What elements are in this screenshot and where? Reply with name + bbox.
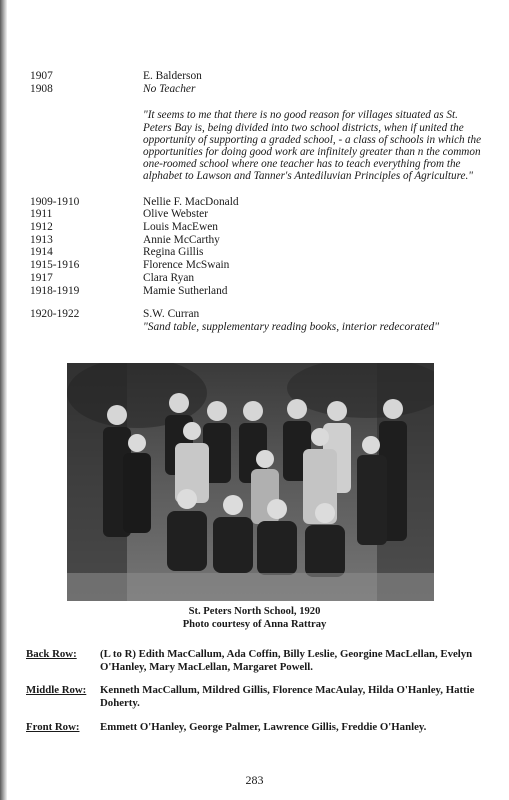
row-label: Middle Row: — [26, 684, 87, 697]
class-photograph-image — [67, 363, 434, 601]
entry-name: Florence McSwain — [143, 259, 230, 272]
entry-year: 1920-1922 — [30, 308, 80, 321]
teacher-entry — [30, 196, 480, 209]
teacher-entry — [30, 234, 480, 247]
entry-year: 1912 — [30, 221, 53, 234]
entry-year: 1914 — [30, 246, 53, 259]
entry-year: 1909-1910 — [30, 195, 80, 208]
caption-title: St. Peters North School, 1920 — [188, 606, 321, 617]
entry-name: Clara Ryan — [143, 271, 195, 284]
entry-name: Mamie Sutherland — [143, 284, 228, 297]
entry-year: 1918-1919 — [30, 284, 80, 297]
row-label: Front Row: — [26, 720, 80, 733]
entry-name: Nellie F. MacDonald — [143, 195, 239, 208]
row-names: Emmett O'Hanley, George Palmer, Lawrence Gillis, Freddie O'Hanley. — [100, 720, 427, 733]
teacher-entry — [30, 246, 480, 259]
entry-name: Annie McCarthy — [143, 233, 220, 246]
photo-caption — [0, 606, 509, 631]
book-spine-shadow — [0, 0, 7, 800]
teacher-entry — [30, 272, 480, 285]
row-label: Back Row: — [26, 648, 77, 660]
entry-year: 1917 — [30, 271, 53, 284]
entry-year: 1915-1916 — [30, 259, 80, 272]
entry-year: 1913 — [30, 233, 53, 246]
page-number: 283 — [245, 773, 264, 787]
photo-identification — [26, 648, 486, 745]
teacher-entry — [30, 83, 480, 96]
entry-name: Olive Webster — [143, 208, 208, 221]
entry-note: "Sand table, supplementary reading books, interior redecorated" — [143, 320, 439, 333]
entry-name: S.W. Curran — [143, 308, 200, 321]
teacher-entry — [30, 221, 480, 234]
teacher-entry — [30, 259, 480, 272]
teacher-entry — [30, 308, 480, 321]
back-row-names — [26, 648, 486, 673]
teacher-entry — [30, 285, 480, 298]
teacher-list — [30, 70, 480, 334]
row-names: Kenneth MacCallum, Mildred Gillis, Florence MacAulay, Hilda O'Hanley, Hattie Doherty. — [100, 684, 475, 710]
entry-name: Louis MacEwen — [143, 221, 218, 234]
teacher-entry-note — [30, 321, 480, 334]
entry-year: 1911 — [30, 208, 53, 221]
class-photograph — [67, 363, 434, 601]
entry-year: 1907 — [30, 70, 53, 82]
teacher-entry — [30, 208, 480, 221]
caption-credit: Photo courtesy of Anna Rattray — [182, 618, 327, 630]
middle-row-names — [26, 684, 486, 709]
entry-year: 1908 — [30, 82, 53, 95]
entry-name: Regina Gillis — [143, 246, 204, 259]
inspector-quote: "It seems to me that there is no good reason for villages situated as St. Peters Bay is, being divided into two school districts, when if united the opportunity of supporting a graded school, - a class of schools in which the opportunities for doing good work are infinitely greater than n the common one-roomed school where one teacher has to teach everything from the alphabet to Lawson and Tanner's Antediluvian Principles of Agriculture." — [143, 109, 482, 183]
row-names: (L to R) Edith MacCallum, Ada Coffin, Billy Leslie, Georgine MacLellan, Evelyn O'Hanley, Mary MacLellan, Margaret Powell. — [100, 648, 473, 673]
front-row-names — [26, 721, 486, 734]
entry-name: No Teacher — [143, 82, 196, 95]
entry-name: E. Balderson — [143, 70, 202, 82]
teacher-entry — [30, 70, 480, 83]
